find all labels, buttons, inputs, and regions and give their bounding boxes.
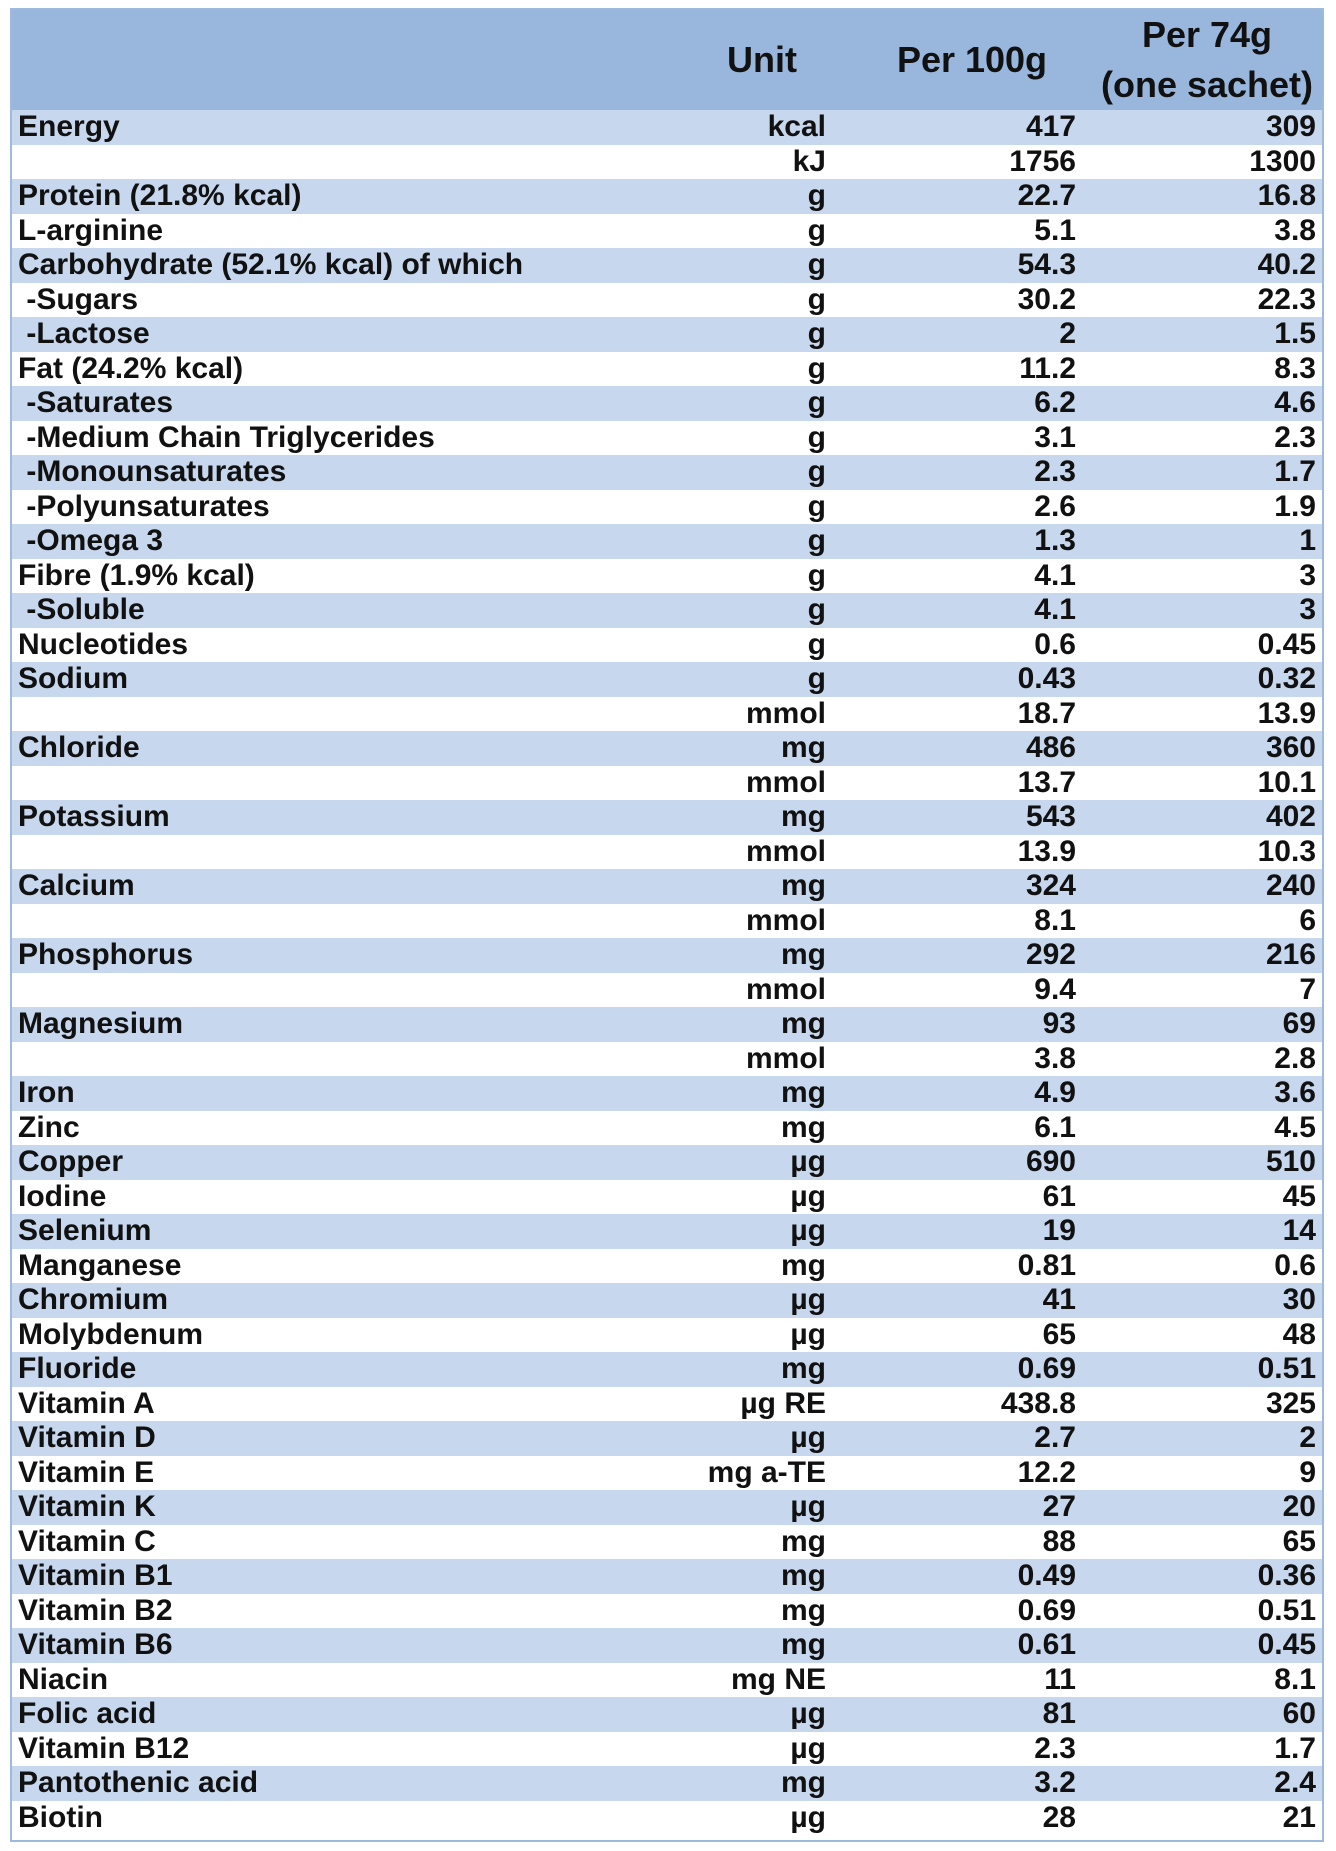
table-row — [12, 1352, 1322, 1387]
nutrient-name: Niacin — [18, 1662, 109, 1696]
unit-cell: mg — [781, 1110, 826, 1144]
per-74g-cell: 3 — [1299, 558, 1316, 592]
unit-cell: g — [807, 179, 826, 213]
table-row — [12, 593, 1322, 628]
per-74g-cell: 1300 — [1249, 144, 1316, 178]
per-100g-cell: 6.1 — [1034, 1110, 1076, 1144]
per-100g-cell: 0.69 — [1017, 1593, 1076, 1627]
table-row — [12, 490, 1322, 525]
unit-cell: g — [807, 386, 826, 420]
per-100g-cell: 3.2 — [1034, 1766, 1076, 1800]
unit-cell: µg — [790, 1421, 826, 1455]
per-100g-cell: 27 — [1042, 1490, 1076, 1524]
unit-cell: kcal — [767, 110, 826, 144]
unit-cell: mmol — [745, 1041, 826, 1075]
per-74g-cell: 6 — [1299, 903, 1316, 937]
per-100g-cell: 93 — [1042, 1007, 1076, 1041]
per-74g-cell: 1 — [1299, 524, 1316, 558]
per-74g-cell: 2 — [1299, 1421, 1316, 1455]
per-74g-cell: 0.36 — [1257, 1559, 1316, 1593]
per-74g-cell: 0.32 — [1257, 662, 1316, 696]
table-body — [12, 110, 1322, 1835]
per-74g-cell: 14 — [1282, 1214, 1316, 1248]
nutrient-name: Copper — [18, 1145, 123, 1179]
table-row — [12, 421, 1322, 456]
per-74g-cell: 22.3 — [1257, 282, 1316, 316]
per-100g-cell: 2.3 — [1034, 1731, 1076, 1765]
table-row — [12, 524, 1322, 559]
table-row — [12, 1318, 1322, 1353]
table-row — [12, 283, 1322, 318]
per-74g-cell: 45 — [1282, 1179, 1316, 1213]
nutrient-name: -Sugars — [18, 282, 139, 316]
header-row — [12, 10, 1322, 110]
per-100g-cell: 486 — [1025, 731, 1076, 765]
per-100g-cell: 11 — [1044, 1662, 1076, 1696]
per-74g-cell: 20 — [1282, 1490, 1316, 1524]
nutrient-name — [12, 904, 652, 939]
per-100g-cell: 292 — [1025, 938, 1076, 972]
per-74g-cell: 510 — [1265, 1145, 1316, 1179]
table-row — [12, 179, 1322, 214]
unit-cell: µg — [790, 1145, 826, 1179]
per-74g-cell: 1.7 — [1274, 455, 1316, 489]
per-100g-cell: 4.1 — [1034, 558, 1076, 592]
nutrient-name: -Lactose — [18, 317, 150, 351]
nutrient-name: Magnesium — [18, 1007, 184, 1041]
nutrient-name: Pantothenic acid — [18, 1766, 259, 1800]
table-row — [12, 869, 1322, 904]
table-row — [12, 697, 1322, 732]
unit-cell: g — [807, 248, 826, 282]
per-100g-cell: 13.7 — [1017, 765, 1076, 799]
unit-cell: mg — [781, 1248, 826, 1282]
header-per-74g-line1: Per 74g — [1141, 14, 1273, 55]
unit-cell: µg — [790, 1697, 826, 1731]
per-100g-cell: 690 — [1025, 1145, 1076, 1179]
per-100g-cell: 3.1 — [1034, 420, 1076, 454]
table-row — [12, 1180, 1322, 1215]
nutrient-name: Vitamin K — [18, 1490, 156, 1524]
per-100g-cell: 6.2 — [1034, 386, 1076, 420]
nutrient-name: -Saturates — [18, 386, 174, 420]
per-74g-cell: 2.3 — [1274, 420, 1316, 454]
table-row — [12, 1766, 1322, 1801]
per-74g-cell: 360 — [1265, 731, 1316, 765]
per-100g-cell: 13.9 — [1017, 834, 1076, 868]
per-74g-cell: 3.8 — [1274, 213, 1316, 247]
table-row — [12, 352, 1322, 387]
nutrient-name — [12, 697, 652, 732]
unit-cell: mg — [781, 938, 826, 972]
table-row — [12, 1559, 1322, 1594]
unit-cell: mg — [781, 1352, 826, 1386]
table-row — [12, 110, 1322, 145]
unit-cell: g — [807, 593, 826, 627]
table-row — [12, 938, 1322, 973]
unit-cell: g — [807, 558, 826, 592]
per-74g-cell: 4.5 — [1274, 1110, 1316, 1144]
per-74g-cell: 10.1 — [1257, 765, 1316, 799]
per-74g-cell: 240 — [1265, 869, 1316, 903]
table-row — [12, 1525, 1322, 1560]
per-74g-cell: 216 — [1265, 938, 1316, 972]
nutrient-name: Potassium — [18, 800, 170, 834]
per-74g-cell: 325 — [1265, 1386, 1316, 1420]
unit-cell: mg a-TE — [707, 1455, 826, 1489]
per-74g-cell: 7 — [1299, 972, 1316, 1006]
per-100g-cell: 65 — [1042, 1317, 1076, 1351]
per-100g-cell: 2.3 — [1034, 455, 1076, 489]
unit-cell: µg — [790, 1731, 826, 1765]
per-74g-cell: 0.45 — [1257, 627, 1316, 661]
table-row — [12, 1663, 1322, 1698]
per-74g-cell: 40.2 — [1257, 248, 1316, 282]
nutrient-name: Phosphorus — [18, 938, 194, 972]
nutrient-name — [12, 835, 652, 870]
per-100g-cell: 28 — [1042, 1800, 1076, 1834]
per-100g-cell: 18.7 — [1017, 696, 1076, 730]
nutrient-name: Vitamin B2 — [18, 1593, 173, 1627]
unit-cell: kJ — [792, 144, 826, 178]
per-74g-cell: 0.51 — [1257, 1593, 1316, 1627]
per-74g-cell: 9 — [1299, 1455, 1316, 1489]
per-74g-cell: 8.1 — [1274, 1662, 1316, 1696]
nutrient-name — [12, 1042, 652, 1077]
table-row — [12, 1111, 1322, 1146]
per-74g-cell: 0.45 — [1257, 1628, 1316, 1662]
per-74g-cell: 3 — [1299, 593, 1316, 627]
unit-cell: mmol — [745, 972, 826, 1006]
per-100g-cell: 1.3 — [1034, 524, 1076, 558]
nutrient-name: Chloride — [18, 731, 140, 765]
per-100g-cell: 41 — [1042, 1283, 1076, 1317]
per-74g-cell: 1.5 — [1274, 317, 1316, 351]
table-row — [12, 1732, 1322, 1767]
nutrient-name: Carbohydrate (52.1% kcal) of which — [18, 248, 524, 282]
unit-cell: g — [807, 524, 826, 558]
per-74g-cell: 4.6 — [1274, 386, 1316, 420]
table-row — [12, 731, 1322, 766]
table-row — [12, 386, 1322, 421]
nutrient-name: Vitamin B1 — [18, 1559, 173, 1593]
table-row — [12, 800, 1322, 835]
unit-cell: µg — [790, 1800, 826, 1834]
per-100g-cell: 12.2 — [1017, 1455, 1076, 1489]
per-100g-cell: 30.2 — [1017, 282, 1076, 316]
unit-cell: µg — [790, 1490, 826, 1524]
unit-cell: mg — [781, 1076, 826, 1110]
unit-cell: mmol — [745, 834, 826, 868]
per-100g-cell: 0.81 — [1017, 1248, 1076, 1282]
table-row — [12, 455, 1322, 490]
per-74g-cell: 1.9 — [1274, 489, 1316, 523]
table-row — [12, 835, 1322, 870]
per-100g-cell: 0.6 — [1034, 627, 1076, 661]
per-100g-cell: 9.4 — [1034, 972, 1076, 1006]
unit-cell: mg — [781, 1593, 826, 1627]
unit-cell: g — [807, 662, 826, 696]
per-100g-cell: 543 — [1025, 800, 1076, 834]
nutrient-name: Biotin — [18, 1800, 103, 1834]
per-74g-cell: 0.51 — [1257, 1352, 1316, 1386]
nutrient-name: Folic acid — [18, 1697, 157, 1731]
unit-cell: µg RE — [740, 1386, 826, 1420]
nutrient-name: Molybdenum — [18, 1317, 203, 1351]
table-row — [12, 1283, 1322, 1318]
table-row — [12, 1594, 1322, 1629]
per-74g-cell: 48 — [1282, 1317, 1316, 1351]
table-row — [12, 628, 1322, 663]
unit-cell: mmol — [745, 765, 826, 799]
per-74g-cell: 13.9 — [1257, 696, 1316, 730]
nutrient-name — [12, 145, 652, 180]
table-row — [12, 973, 1322, 1008]
unit-cell: mmol — [745, 903, 826, 937]
per-74g-cell: 21 — [1282, 1800, 1316, 1834]
nutrient-name: Vitamin C — [18, 1524, 156, 1558]
table-row — [12, 248, 1322, 283]
unit-cell: µg — [790, 1317, 826, 1351]
per-100g-cell: 88 — [1042, 1524, 1076, 1558]
nutrient-name: -Polyunsaturates — [18, 489, 270, 523]
nutrient-name: Nucleotides — [18, 627, 189, 661]
unit-cell: mg — [781, 1559, 826, 1593]
per-100g-cell: 8.1 — [1034, 903, 1076, 937]
unit-cell: g — [807, 627, 826, 661]
table-row — [12, 1490, 1322, 1525]
nutrient-name: Fluoride — [18, 1352, 137, 1386]
nutrient-name: Vitamin D — [18, 1421, 156, 1455]
unit-cell: µg — [790, 1283, 826, 1317]
per-100g-cell: 2.6 — [1034, 489, 1076, 523]
table-row — [12, 1145, 1322, 1180]
header-per-100g: Per 100g — [896, 39, 1048, 80]
per-74g-cell: 309 — [1265, 110, 1316, 144]
table-row — [12, 214, 1322, 249]
unit-cell: mg — [781, 869, 826, 903]
unit-cell: mg — [781, 1628, 826, 1662]
nutrient-name: -Omega 3 — [18, 524, 164, 558]
nutrient-name: Protein (21.8% kcal) — [18, 179, 302, 213]
nutrient-name: Vitamin B6 — [18, 1628, 173, 1662]
table-row — [12, 317, 1322, 352]
table-row — [12, 1456, 1322, 1491]
per-74g-cell: 0.6 — [1274, 1248, 1316, 1282]
per-100g-cell: 2.7 — [1034, 1421, 1076, 1455]
per-100g-cell: 2 — [1059, 317, 1076, 351]
table-row — [12, 1076, 1322, 1111]
per-100g-cell: 4.9 — [1034, 1076, 1076, 1110]
nutrient-name: Sodium — [18, 662, 128, 696]
table-row — [12, 766, 1322, 801]
per-100g-cell: 61 — [1042, 1179, 1076, 1213]
per-100g-cell: 5.1 — [1034, 213, 1076, 247]
per-100g-cell: 54.3 — [1017, 248, 1076, 282]
unit-cell: g — [807, 317, 826, 351]
per-100g-cell: 3.8 — [1034, 1041, 1076, 1075]
per-100g-cell: 1756 — [1009, 144, 1076, 178]
table-row — [12, 662, 1322, 697]
per-74g-cell: 8.3 — [1274, 351, 1316, 385]
per-74g-cell: 2.4 — [1274, 1766, 1316, 1800]
nutrient-name: Vitamin A — [18, 1386, 155, 1420]
unit-cell: mg — [781, 1007, 826, 1041]
per-100g-cell: 324 — [1025, 869, 1076, 903]
table-row — [12, 1628, 1322, 1663]
nutrient-name: Fat (24.2% kcal) — [18, 351, 244, 385]
nutrient-name: Energy — [18, 110, 120, 144]
nutrient-name: Vitamin E — [18, 1455, 155, 1489]
unit-cell: g — [807, 351, 826, 385]
nutrient-name: Selenium — [18, 1214, 152, 1248]
nutrient-name: Chromium — [18, 1283, 168, 1317]
per-74g-cell: 3.6 — [1274, 1076, 1316, 1110]
unit-cell: µg — [790, 1214, 826, 1248]
nutrient-name: -Monounsaturates — [18, 455, 287, 489]
header-unit: Unit — [727, 39, 797, 80]
table-row — [12, 1387, 1322, 1422]
unit-cell: mg — [781, 800, 826, 834]
per-100g-cell: 4.1 — [1034, 593, 1076, 627]
table-row — [12, 559, 1322, 594]
unit-cell: g — [807, 282, 826, 316]
nutrient-name — [12, 766, 652, 801]
per-100g-cell: 11.2 — [1019, 351, 1076, 385]
table-row — [12, 1801, 1322, 1836]
per-74g-cell: 10.3 — [1257, 834, 1316, 868]
table-row — [12, 904, 1322, 939]
per-100g-cell: 438.8 — [1000, 1386, 1076, 1420]
nutrient-name: L-arginine — [18, 213, 164, 247]
nutrient-name: Iron — [18, 1076, 75, 1110]
header-per-74g-line2: (one sachet) — [1100, 64, 1314, 105]
nutrient-name: Vitamin B12 — [18, 1731, 190, 1765]
table-row — [12, 1007, 1322, 1042]
table-header — [12, 10, 1322, 110]
unit-cell: g — [807, 213, 826, 247]
nutrient-name: Calcium — [18, 869, 135, 903]
header-per-74g — [1082, 10, 1322, 110]
table-row — [12, 1697, 1322, 1732]
per-100g-cell: 417 — [1025, 110, 1076, 144]
per-74g-cell: 16.8 — [1257, 179, 1316, 213]
per-74g-cell: 60 — [1282, 1697, 1316, 1731]
unit-cell: mg — [781, 1766, 826, 1800]
unit-cell: µg — [790, 1179, 826, 1213]
per-74g-cell: 30 — [1282, 1283, 1316, 1317]
table-row — [12, 1214, 1322, 1249]
unit-cell: g — [807, 420, 826, 454]
table-row — [12, 1249, 1322, 1284]
unit-cell: mg — [781, 1524, 826, 1558]
nutrient-name: Manganese — [18, 1248, 182, 1282]
unit-cell: mg — [781, 731, 826, 765]
per-100g-cell: 22.7 — [1017, 179, 1076, 213]
nutrient-name: -Soluble — [18, 593, 145, 627]
per-100g-cell: 19 — [1042, 1214, 1076, 1248]
header-name — [12, 10, 652, 110]
nutrition-table — [12, 10, 1322, 1835]
per-100g-cell: 81 — [1042, 1697, 1076, 1731]
nutrient-name: Iodine — [18, 1179, 107, 1213]
nutrient-name: -Medium Chain Triglycerides — [18, 420, 435, 454]
per-74g-cell: 65 — [1282, 1524, 1316, 1558]
per-74g-cell: 2.8 — [1274, 1041, 1316, 1075]
nutrient-name: Fibre (1.9% kcal) — [18, 558, 255, 592]
unit-cell: g — [807, 455, 826, 489]
per-74g-cell: 69 — [1282, 1007, 1316, 1041]
table-row — [12, 1421, 1322, 1456]
nutrient-name — [12, 973, 652, 1008]
unit-cell: g — [807, 489, 826, 523]
per-100g-cell: 0.49 — [1017, 1559, 1076, 1593]
per-74g-cell: 1.7 — [1274, 1731, 1316, 1765]
unit-cell: mmol — [745, 696, 826, 730]
per-100g-cell: 0.61 — [1017, 1628, 1076, 1662]
table-row — [12, 145, 1322, 180]
per-100g-cell: 0.69 — [1017, 1352, 1076, 1386]
table-row — [12, 1042, 1322, 1077]
unit-cell: mg NE — [730, 1662, 826, 1696]
nutrient-name: Zinc — [18, 1110, 80, 1144]
per-74g-cell: 402 — [1265, 800, 1316, 834]
per-100g-cell: 0.43 — [1017, 662, 1076, 696]
